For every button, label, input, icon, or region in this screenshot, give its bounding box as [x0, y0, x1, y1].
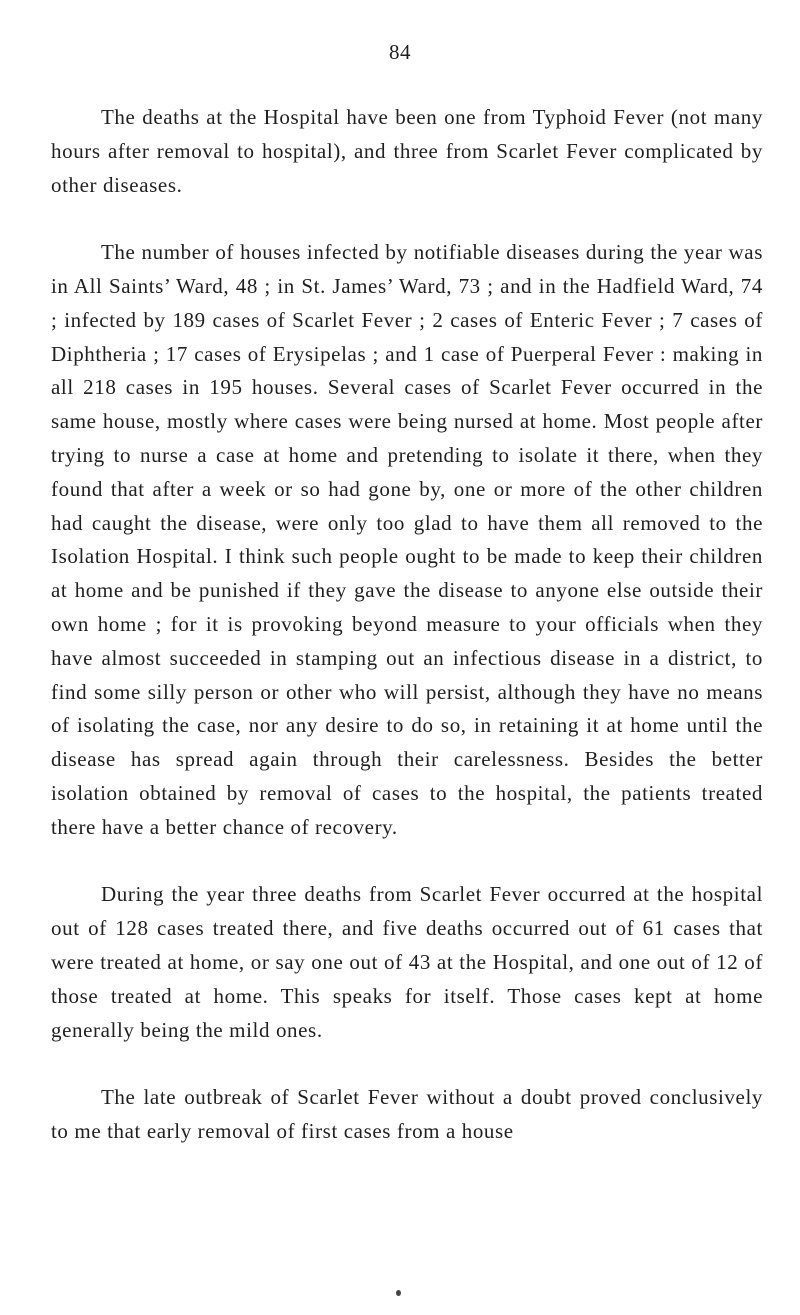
page-number: 84 [389, 40, 411, 64]
ink-speck [396, 1290, 401, 1296]
body-text [51, 101, 763, 1149]
paragraph-late-outbreak: The late outbreak of Scarlet Fever without a doubt proved conclusively to me that early removal of first cases from a house [51, 1085, 763, 1143]
paragraph-scarlet-fever-deaths: During the year three deaths from Scarlet Fever occurred at the hospital out of 128 cases treated there, and five deaths occurred out of 61 cases that were treated at home, or say one out of 43 at the Hospital, and one out of 12 of those treated at home. This speaks for itself. Those cases kept at home generally being the mild ones. [51, 882, 763, 1042]
paragraph-hospital-deaths: The deaths at the Hospital have been one from Typhoid Fever (not many hours after removal to hospital), and three from Scarlet Fever complicated by other diseases. [51, 105, 763, 197]
paragraph-infected-houses: The number of houses infected by notifiable diseases during the year was in All Saints’ Ward, 48 ; in St. James’ Ward, 73 ; and in the Hadfield Ward, 74 ; infected by 189 cases of Scarlet Fever ; 2 cases of Enteric Fever ; 7 cases of Diphtheria ; 17 cases of Erysipelas ; and 1 case of Puerperal Fever : making in all 218 cases in 195 houses. Several cases of Scarlet Fever occurred in the same house, mostly where cases were being nursed at home. Most people after trying to nurse a case at home and pretending to isolate it there, when they found that after a week or so had gone by, one or more of the other children had caught the disease, were only too glad to have them all removed to the Isolation Hospital. I think such people ought to be made to keep their children at home and be punished if they gave the disease to anyone else outside their own home ; for it is provoking beyond measure to your officials when they have almost succeeded in stamping out an infectious disease in a district, to find some silly person or other who will persist, although they have no means of isolating the case, nor any desire to do so, in retaining it at home until the disease has spread again through their carelessness. Besides the better isolation obtained by removal of cases to the hospital, the patients treated there have a better chance of recovery. [51, 240, 763, 839]
